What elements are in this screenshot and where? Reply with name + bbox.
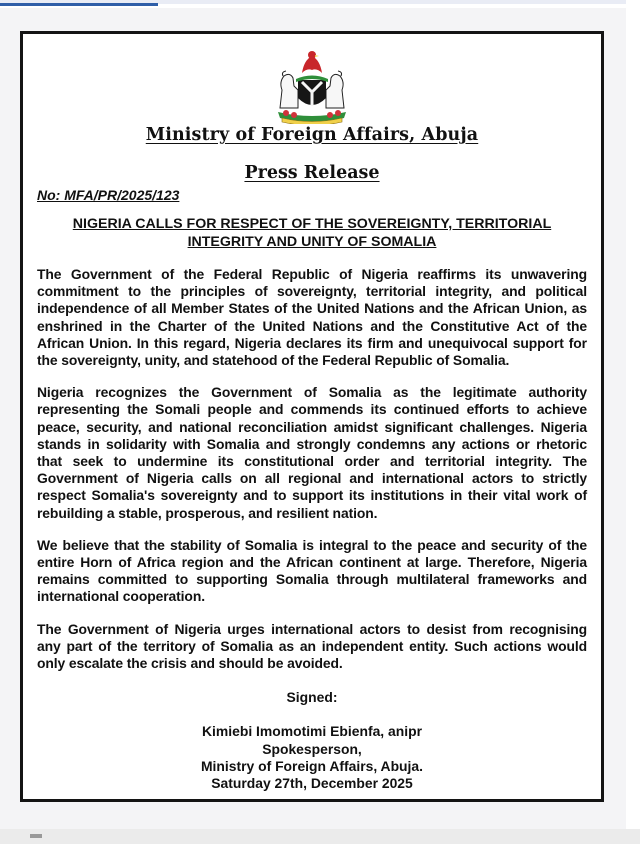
reference-number: No: MFA/PR/2025/123 (37, 187, 180, 203)
signatory-office: Ministry of Foreign Affairs, Abuja. (200, 757, 423, 774)
headline-line-1: NIGERIA CALLS FOR RESPECT OF THE SOVEREIGNTY, TERRITORIAL (72, 216, 552, 232)
signatory-title: Spokesperson, (262, 740, 362, 757)
bottom-mark (30, 834, 42, 838)
top-accent-bar (0, 3, 158, 6)
press-release-document (20, 31, 604, 802)
bottom-strip (0, 829, 640, 844)
signature-block (37, 723, 587, 792)
right-edge-strip (626, 0, 640, 844)
body-paragraph-4: The Government of Nigeria urges international actors to desist from recognising any part of the territory of Somalia as an independent entity. Such actions would only escalate the crisis and should be avoided. (37, 620, 587, 672)
press-release-title: Press Release (244, 163, 380, 183)
top-toolbar-strip (0, 0, 640, 8)
signed-label: Signed: (286, 689, 338, 706)
headline (37, 215, 587, 251)
headline-line-2: INTEGRITY AND UNITY OF SOMALIA (187, 234, 437, 250)
body-paragraph-2: Nigeria recognizes the Government of Somalia as the legitimate authority representing the Somali people and commends its continued efforts to achieve peace, security, and national reconciliation amidst significant challenges. Nigeria stands in solidarity with Somalia and strongly condemns any actions or rhetoric that seek to undermine its constitutional order and territorial integrity. The Government of Nigeria calls on all regional and international actors to strictly respect Somalia's sovereignty and to support its institutions in their vital work of rebuilding a stable, prosperous, and resilient nation. (37, 384, 587, 521)
body-paragraph-3: We believe that the stability of Somalia is integral to the peace and security of the entire Horn of Africa region and the African continent at large. Therefore, Nigeria remains committed to supporting Somalia through multilateral frameworks and international cooperation. (37, 536, 587, 605)
signatory-name: Kimiebi Imomotimi Ebienfa, anipr (202, 723, 422, 740)
nigeria-coat-of-arms-icon (264, 46, 360, 124)
ministry-heading: Ministry of Foreign Affairs, Abuja (145, 125, 479, 145)
release-date: Saturday 27th, December 2025 (211, 775, 413, 792)
body-paragraph-1: The Government of the Federal Republic of Nigeria reaffirms its unwavering commitment to the principles of sovereignty, territorial integrity, and political independence of all Member States of the United Nations and the African Union, as enshrined in the Charter of the United Nations and the Constitutive Act of the African Union. In this regard, Nigeria declares its firm and unequivocal support for the sovereignty, unity, and statehood of the Federal Republic of Somalia. (37, 266, 587, 369)
